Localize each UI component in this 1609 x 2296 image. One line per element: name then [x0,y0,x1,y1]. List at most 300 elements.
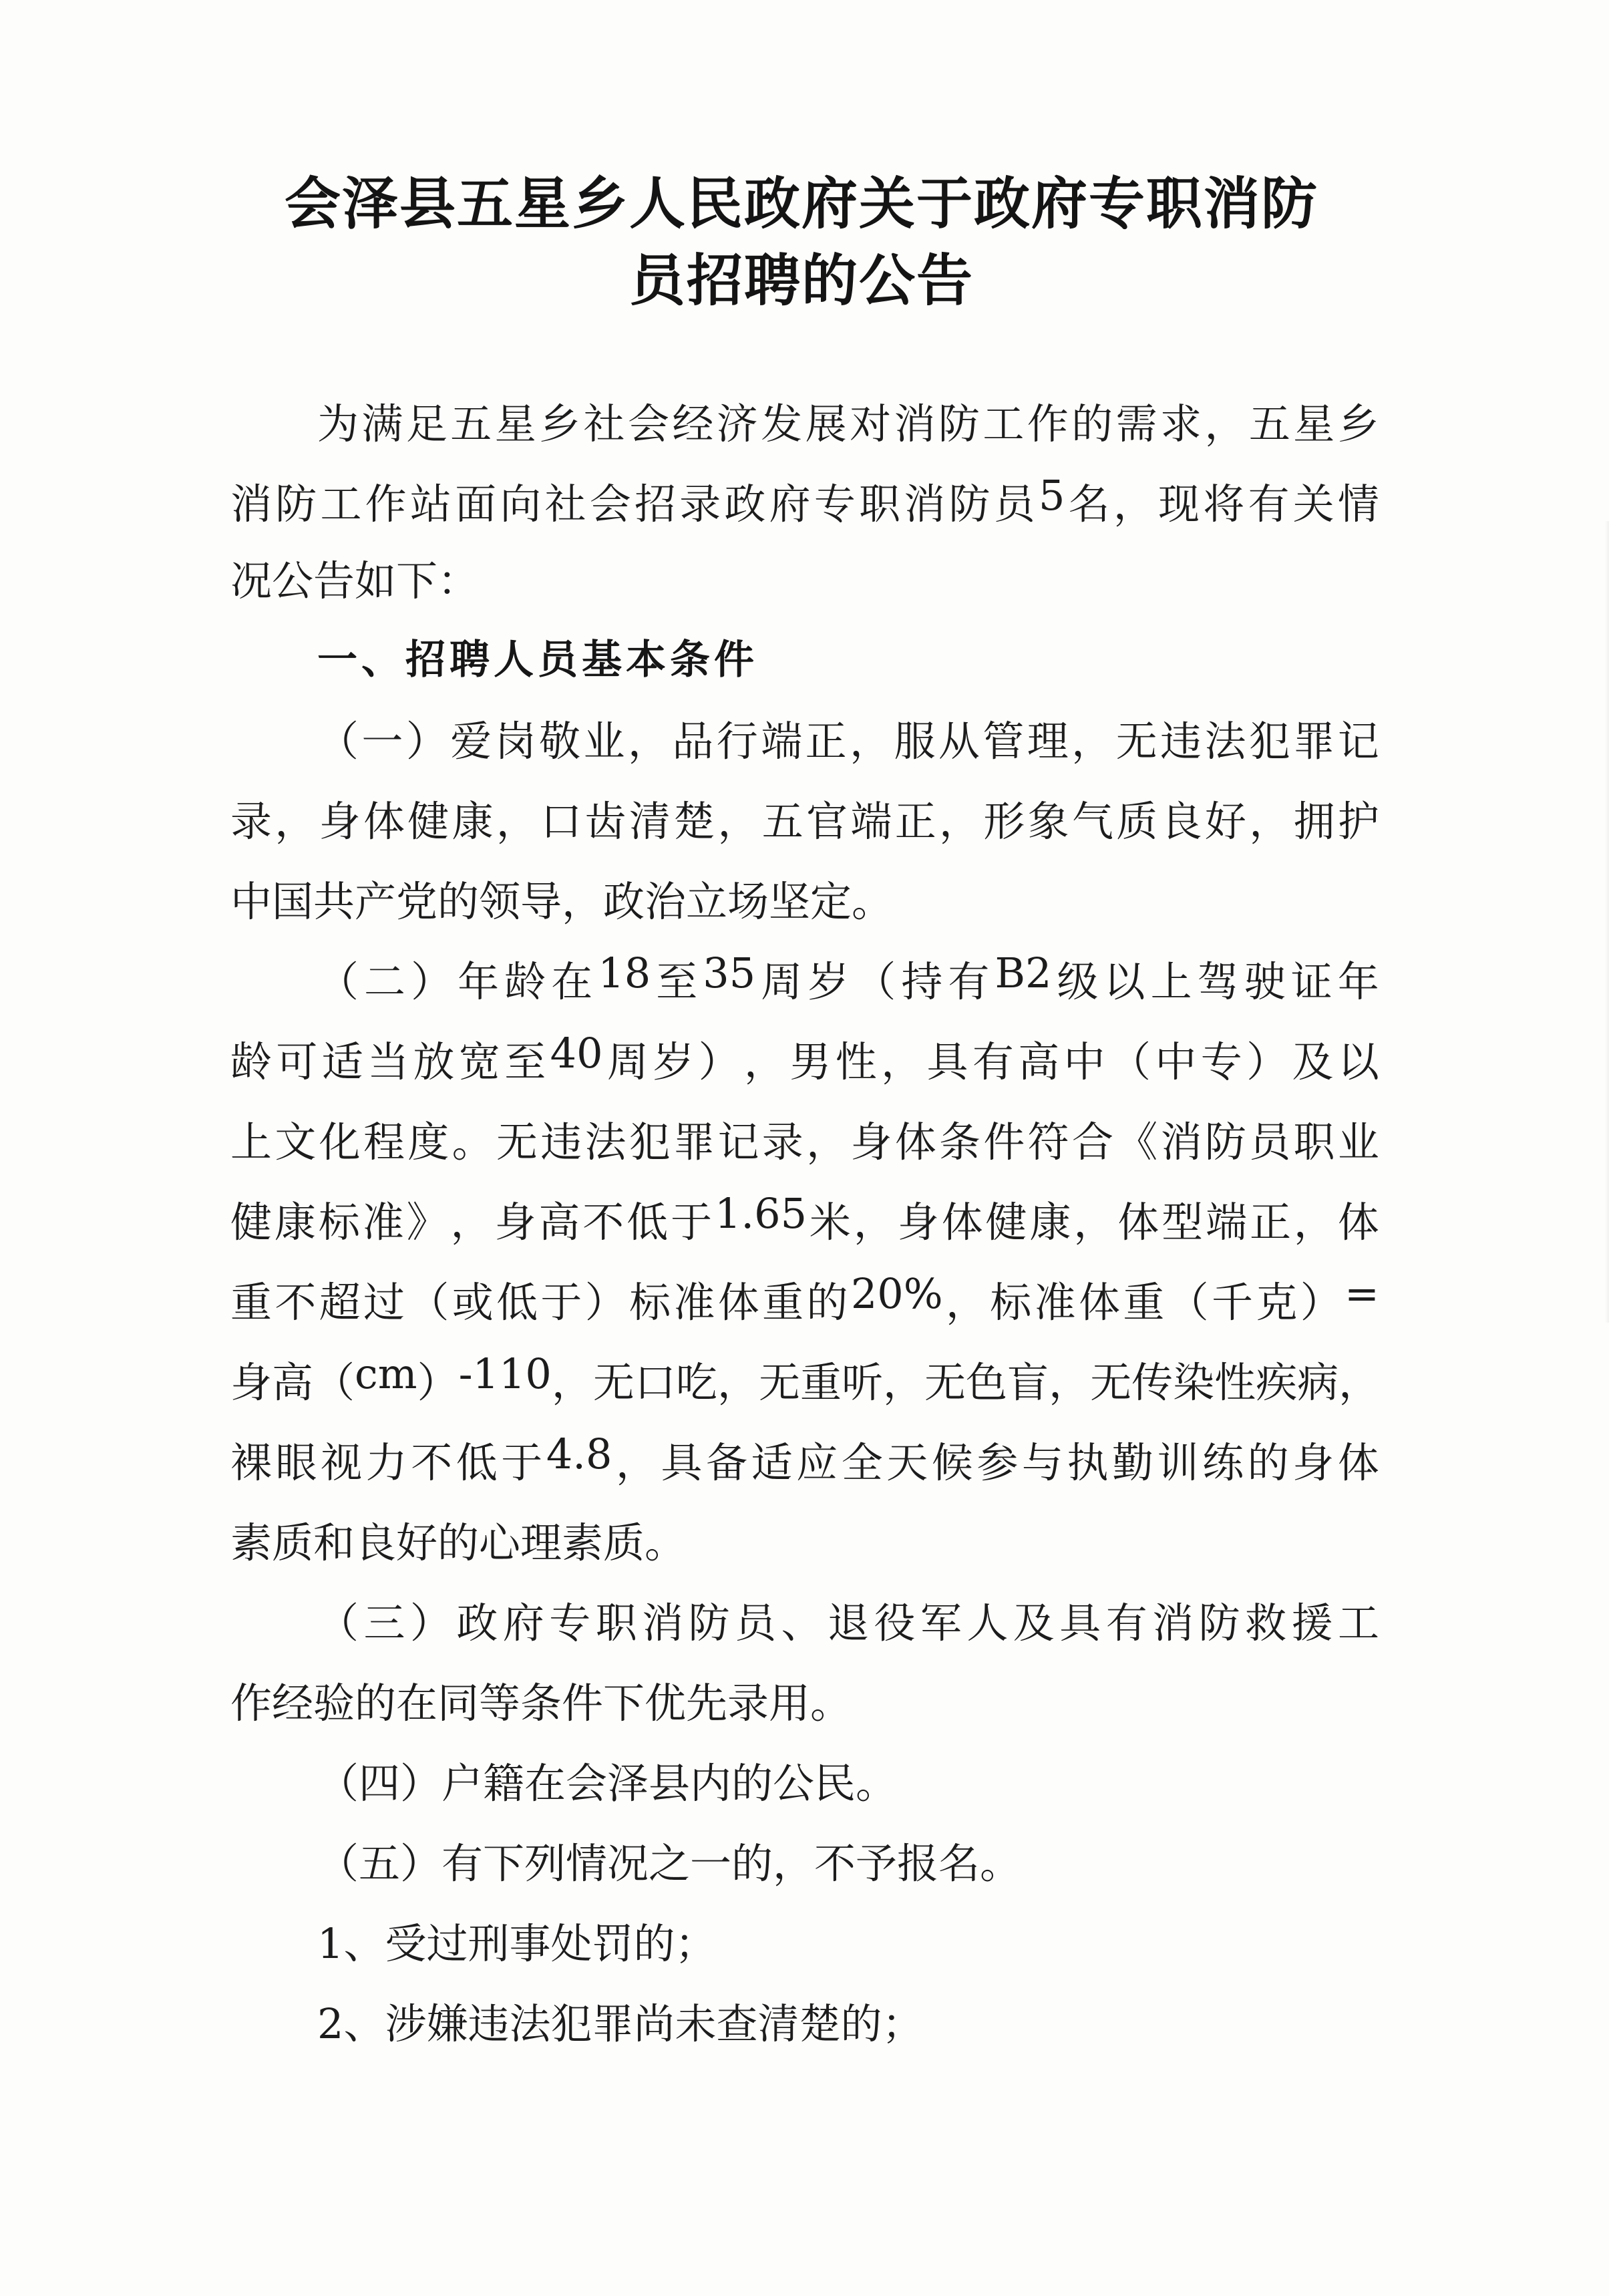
glyph: 犯 [1248,717,1290,766]
glyph: 消 [1152,1599,1194,1647]
glyph: 爱 [450,717,492,766]
glyph: 低 [496,1278,538,1327]
glyph: 高 [272,1358,314,1407]
glyph: 无 [1090,1358,1132,1407]
glyph: 准 [1034,1278,1076,1327]
glyph: 口 [540,797,582,846]
glyph: 敬 [539,717,581,766]
glyph: 条 [939,1118,981,1166]
glyph: 员 [1249,1118,1291,1166]
glyph: 健 [230,1198,273,1247]
glyph: 驶 [1244,957,1286,1006]
glyph: 员 [735,1599,777,1647]
glyph: 体 [1117,1198,1159,1247]
glyph: 应 [796,1438,838,1487]
glyph: 军 [920,1599,962,1647]
glyph: 体 [941,1198,983,1247]
glyph: 训 [1157,1438,1199,1487]
glyph: 标 [318,1198,360,1247]
glyph: 名 [1068,480,1110,528]
glyph: 工 [982,399,1025,448]
glyph: 清 [629,797,671,846]
glyph: ） [405,717,448,766]
glyph: 4.8 [546,1430,612,1478]
glyph: 法 [1204,717,1246,766]
glyph: 程 [363,1118,405,1166]
paragraph-line: 作经验的在同等条件下优先录用。 [230,1679,852,1728]
glyph: 疾 [1256,1358,1298,1407]
glyph: 周 [761,957,803,1006]
glyph: 标 [990,1278,1032,1327]
glyph: 可 [276,1037,318,1086]
glyph: 员 [993,480,1035,528]
glyph: 放 [413,1037,455,1086]
glyph: ， [1071,717,1113,766]
glyph: 性 [835,1037,877,1086]
glyph: 社 [583,399,625,448]
glyph: 米 [809,1198,851,1247]
paragraph-line: （五）有下列情况之一的，不予报名。 [317,1839,1022,1888]
glyph: ， [1338,1358,1381,1407]
document-title-line-2: 员招聘的公告 [629,247,974,313]
glyph: 会 [627,399,669,448]
glyph: 身 [850,1118,892,1166]
glyph: 无 [496,1118,538,1166]
glyph: 身 [1292,1438,1334,1487]
glyph: 有 [1105,1599,1147,1647]
glyph: ， [945,1278,987,1327]
glyph: 济 [716,399,758,448]
glyph: 》 [406,1198,448,1247]
paragraph-line [317,391,1379,450]
glyph: 克 [1256,1278,1298,1327]
glyph: 无 [592,1358,635,1407]
glyph: 专 [1200,1037,1242,1086]
paragraph-line [230,788,1379,848]
glyph: ） [417,1358,459,1407]
glyph: 专 [814,480,856,528]
glyph: 星 [1293,399,1335,448]
section-heading: 一、招聘人员基本条件 [317,637,758,683]
glyph: 身 [494,1198,536,1247]
glyph: 正 [894,797,936,846]
glyph: （ [1167,1278,1209,1327]
glyph: 的 [1071,399,1113,448]
glyph: 的 [806,1278,848,1327]
list-item: 1、受过刑事处罚的； [317,1919,717,1968]
glyph: 业 [583,717,625,766]
paragraph-line [317,708,1379,768]
glyph: ） [1246,1037,1288,1086]
glyph: 年 [458,957,500,1006]
glyph: ， [850,717,892,766]
glyph: 的 [1247,1438,1289,1487]
paragraph-line: （四）户籍在会泽县内的公民。 [317,1759,898,1808]
glyph: 职 [1293,1118,1335,1166]
glyph: 身 [897,1198,939,1247]
glyph: 宽 [458,1037,500,1086]
glyph: ， [551,1358,593,1407]
glyph: ， [883,1358,925,1407]
glyph: ） [698,1037,740,1086]
glyph: 男 [789,1037,832,1086]
glyph: 不 [411,1438,453,1487]
glyph: 准 [673,1278,715,1327]
glyph: 理 [1027,717,1069,766]
page-edge-shadow [1605,521,1609,1323]
glyph: 星 [494,399,536,448]
glyph: 行 [716,717,758,766]
glyph: -110 [458,1349,552,1398]
glyph: 乡 [539,399,581,448]
glyph: 消 [230,480,273,528]
glyph: （ [854,957,896,1006]
glyph: 健 [407,797,450,846]
glyph: 在 [551,957,593,1006]
glyph: 岗 [494,717,536,766]
glyph: 端 [850,797,892,846]
glyph: 府 [502,1599,544,1647]
paragraph-line [230,1189,1379,1249]
glyph: 作 [1027,399,1069,448]
glyph: 关 [1292,480,1334,528]
glyph: 正 [805,717,847,766]
glyph: 援 [1291,1599,1333,1647]
glyph: 消 [904,480,946,528]
glyph: 工 [1337,1599,1379,1647]
glyph: 文 [275,1118,317,1166]
glyph: 楚 [673,797,715,846]
glyph: = [1345,1269,1379,1318]
glyph: 适 [321,1037,363,1086]
glyph: 正 [1249,1198,1291,1247]
glyph: 标 [629,1278,671,1327]
paragraph-line [230,1029,1379,1088]
glyph: 对 [850,399,892,448]
glyph: 政 [724,480,766,528]
glyph: 五 [1248,399,1290,448]
glyph: 具 [1059,1599,1101,1647]
glyph: ） [411,957,453,1006]
glyph: 人 [966,1599,1009,1647]
glyph: 低 [456,1438,498,1487]
glyph: 身 [230,1358,273,1407]
glyph: 、 [781,1599,823,1647]
glyph: ， [881,1037,923,1086]
glyph: 为 [317,399,359,448]
glyph: 官 [806,797,848,846]
glyph: B2 [995,949,1052,997]
glyph: ， [717,797,759,846]
glyph: 违 [1160,717,1202,766]
glyph: 勤 [1111,1438,1153,1487]
glyph: 合 [1071,1118,1113,1166]
glyph: 需 [1115,399,1157,448]
glyph: 不 [582,1198,624,1247]
glyph: 1.65 [714,1189,808,1238]
glyph: 高 [1018,1037,1060,1086]
glyph: ， [1204,399,1246,448]
glyph: 端 [761,717,803,766]
glyph: 工 [320,480,362,528]
glyph: 级 [1057,957,1099,1006]
glyph: 力 [365,1438,407,1487]
glyph: 高 [538,1198,580,1247]
glyph: 以 [1337,1037,1379,1086]
glyph: ， [939,797,981,846]
glyph: 展 [805,399,847,448]
glyph: 身 [319,797,361,846]
glyph: ， [1293,1198,1335,1247]
paragraph-line: 况公告如下： [230,556,480,605]
glyph: 从 [938,717,980,766]
glyph: 有 [1248,480,1290,528]
glyph: （ [1109,1037,1151,1086]
glyph: （ [407,1278,450,1327]
glyph: 病 [1297,1358,1339,1407]
glyph: ， [717,1358,759,1407]
glyph: 满 [361,399,403,448]
glyph: 管 [982,717,1025,766]
glyph: 无 [924,1358,966,1407]
glyph: 招 [634,480,676,528]
glyph: ， [744,1037,786,1086]
glyph: 超 [319,1278,361,1327]
glyph: 全 [841,1438,883,1487]
glyph: 龄 [230,1037,273,1086]
glyph: 消 [1160,1118,1202,1166]
glyph: ， [275,797,317,846]
glyph: 求 [1160,399,1202,448]
glyph: 经 [672,399,714,448]
glyph: 盲 [1007,1358,1049,1407]
glyph: 口 [634,1358,676,1407]
glyph: 40 [550,1029,603,1078]
glyph: 气 [1071,797,1113,846]
glyph: 役 [874,1599,916,1647]
glyph: 专 [549,1599,591,1647]
glyph: 一 [361,717,403,766]
glyph: 罪 [1293,717,1335,766]
glyph: 体 [1337,1198,1379,1247]
glyph: 齿 [584,797,627,846]
glyph: 与 [1021,1438,1063,1487]
glyph: 违 [540,1118,582,1166]
glyph: 记 [717,1118,759,1166]
paragraph-line: 中国共产党的领导，政治立场坚定。 [230,877,894,926]
glyph: 年 [1337,957,1379,1006]
glyph: 象 [1027,797,1069,846]
glyph: 三 [363,1599,405,1647]
glyph: 《 [1116,1118,1158,1166]
glyph: 记 [1337,717,1379,766]
glyph: 重 [799,1358,842,1407]
glyph: 当 [367,1037,409,1086]
glyph: 发 [761,399,803,448]
glyph: 录 [761,1118,803,1166]
glyph: 康 [1029,1198,1071,1247]
glyph: 录 [230,797,273,846]
glyph: 吃 [675,1358,717,1407]
glyph: 有 [972,1037,1014,1086]
glyph: 退 [827,1599,869,1647]
glyph: 防 [1204,1118,1246,1166]
glyph: 拥 [1293,797,1335,846]
glyph: 龄 [504,957,546,1006]
glyph: 重 [762,1278,804,1327]
glyph: 将 [1203,480,1245,528]
glyph: 防 [938,399,980,448]
glyph: 康 [452,797,494,846]
glyph: 罪 [673,1118,715,1166]
paragraph-line [230,1349,1379,1409]
glyph: 职 [595,1599,637,1647]
glyph: 岁 [653,1037,695,1086]
glyph: （ [317,957,359,1006]
glyph: 体 [717,1278,759,1327]
glyph: 不 [275,1278,317,1327]
glyph: （ [313,1358,355,1407]
glyph: 眼 [275,1438,317,1487]
glyph: 现 [1158,480,1200,528]
glyph: ， [627,717,669,766]
glyph: 乡 [1337,399,1379,448]
glyph: 品 [672,717,714,766]
glyph: 五 [761,797,803,846]
paragraph-line: 素质和良好的心理素质。 [230,1518,687,1567]
glyph: 社 [544,480,586,528]
glyph: ， [615,1438,657,1487]
glyph: 防 [948,480,991,528]
glyph: 证 [1290,957,1332,1006]
glyph: 至 [504,1037,546,1086]
glyph: 具 [661,1438,703,1487]
glyph: 听 [841,1358,883,1407]
glyph: ） [584,1278,627,1327]
glyph: 防 [688,1599,730,1647]
glyph: 参 [976,1438,1019,1487]
glyph: 好 [1204,797,1246,846]
glyph: 色 [966,1358,1008,1407]
glyph: 低 [627,1198,669,1247]
glyph: 无 [1115,717,1157,766]
glyph: 向 [500,480,542,528]
glyph: 二 [364,957,406,1006]
glyph: 执 [1067,1438,1109,1487]
glyph: 犯 [629,1118,671,1166]
glyph: 传 [1131,1358,1174,1407]
glyph: 政 [456,1599,498,1647]
glyph: 端 [1206,1198,1248,1247]
paragraph-line [230,1430,1379,1489]
glyph: 会 [589,480,631,528]
glyph: （ [317,717,359,766]
glyph: 体 [1078,1278,1120,1327]
glyph: ） [1300,1278,1342,1327]
glyph: 中 [1063,1037,1105,1086]
glyph: 府 [769,480,811,528]
glyph: 护 [1337,797,1379,846]
glyph: 救 [1245,1599,1287,1647]
glyph: 准 [362,1198,404,1247]
glyph: 件 [983,1118,1025,1166]
glyph: 天 [886,1438,928,1487]
paragraph-line [230,1269,1379,1329]
glyph: 持 [901,957,943,1006]
glyph: 备 [706,1438,748,1487]
glyph: 及 [1013,1599,1055,1647]
glyph: 周 [606,1037,649,1086]
glyph: 符 [1027,1118,1069,1166]
glyph: ， [1113,480,1155,528]
glyph: 体 [894,1118,936,1166]
paragraph-line [317,949,1379,1008]
glyph: 上 [230,1118,273,1166]
glyph: 视 [321,1438,363,1487]
glyph: 服 [894,717,936,766]
glyph: 上 [1150,957,1192,1006]
glyph: 于 [540,1278,582,1327]
glyph: 候 [931,1438,973,1487]
glyph: 裸 [230,1438,273,1487]
glyph: 过 [363,1278,405,1327]
glyph: 消 [894,399,936,448]
glyph: 练 [1202,1438,1244,1487]
glyph: ， [1249,797,1291,846]
glyph: 体 [1337,1438,1379,1487]
glyph: 录 [679,480,721,528]
glyph: 驾 [1197,957,1239,1006]
glyph: 以 [1103,957,1145,1006]
glyph: 康 [274,1198,316,1247]
glyph: 于 [671,1198,713,1247]
glyph: 具 [926,1037,968,1086]
glyph: ， [853,1198,895,1247]
glyph: ， [1073,1198,1115,1247]
glyph: ， [806,1118,848,1166]
glyph: 情 [1337,480,1379,528]
glyph: 20% [850,1269,943,1318]
glyph: 体 [363,797,405,846]
glyph: 染 [1173,1358,1215,1407]
glyph: 面 [455,480,497,528]
glyph: 消 [642,1599,684,1647]
glyph: 防 [1198,1599,1240,1647]
glyph: 职 [859,480,901,528]
glyph: 防 [275,480,317,528]
document-title-line-1: 会泽县五星乡人民政府关于政府专职消防 [284,170,1318,236]
glyph: 适 [751,1438,793,1487]
glyph: 。 [452,1118,494,1166]
glyph: （ [317,1599,359,1647]
glyph: 化 [319,1118,361,1166]
glyph: 18 [598,949,651,997]
glyph: 五 [450,399,492,448]
glyph: 法 [584,1118,627,1166]
glyph: 性 [1214,1358,1256,1407]
glyph: 无 [758,1358,800,1407]
glyph: 良 [1160,797,1202,846]
paragraph-line [230,471,1379,530]
glyph: 重 [1123,1278,1165,1327]
glyph: 站 [409,480,452,528]
glyph: 至 [656,957,698,1006]
glyph: 健 [985,1198,1027,1247]
glyph: 作 [365,480,407,528]
glyph: ， [1049,1358,1091,1407]
glyph: 足 [405,399,448,448]
glyph: 千 [1212,1278,1254,1327]
